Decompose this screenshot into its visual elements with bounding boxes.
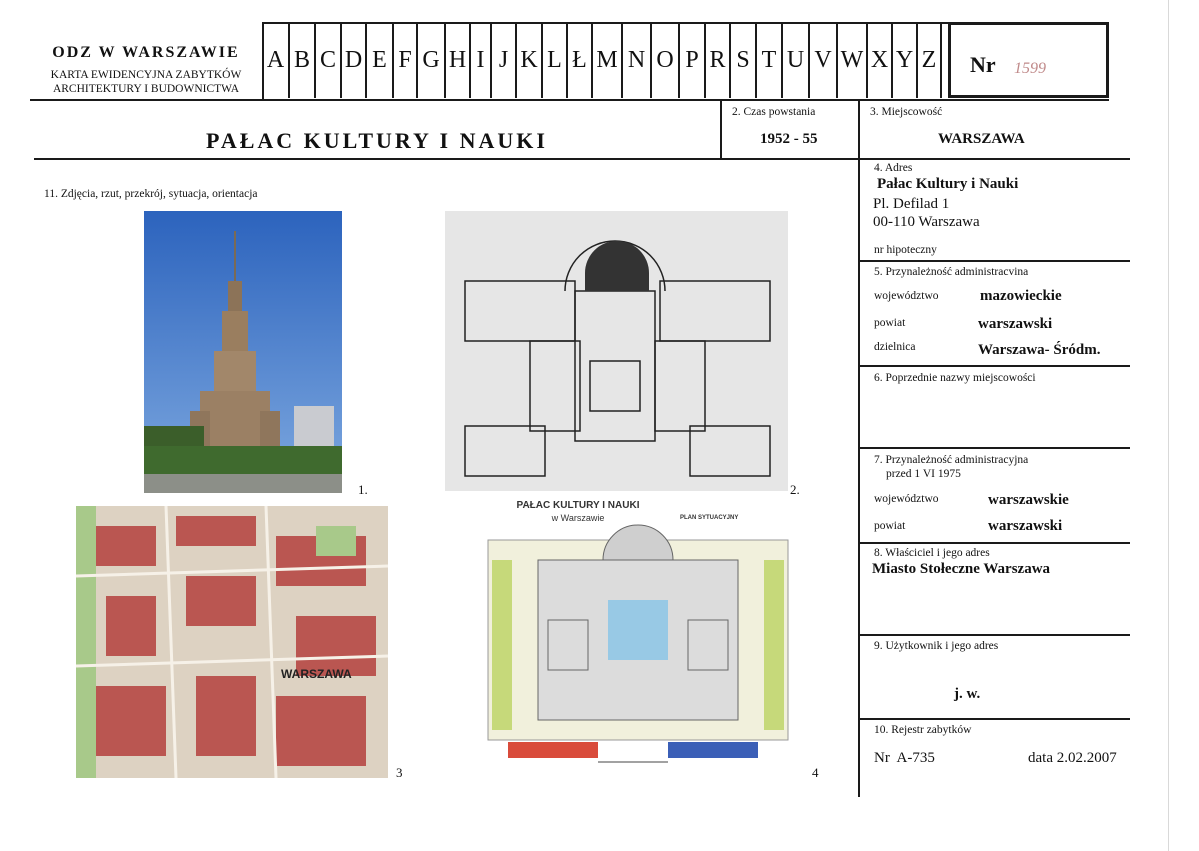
- miejscowosc-label: 3. Miejscowość: [870, 106, 943, 118]
- index-letter: W: [838, 22, 868, 98]
- card-type: [30, 68, 262, 96]
- powiat75-value: warszawski: [988, 518, 1063, 534]
- organization-name: ODZ W WARSZAWIE: [52, 44, 240, 61]
- index-letter: K: [517, 22, 543, 98]
- index-letter: Y: [893, 22, 918, 98]
- wojewodztwo-label: województwo: [874, 290, 939, 302]
- caption-2: 2.: [790, 482, 800, 497]
- index-letter: J: [492, 22, 517, 98]
- powiat75-label: powiat: [874, 520, 906, 532]
- city-map-svg: [76, 506, 388, 778]
- index-letter: D: [342, 22, 367, 98]
- index-letter: C: [316, 22, 342, 98]
- floor-plan: [445, 211, 788, 491]
- poprzednie-label: 6. Poprzednie nazwy miejscowości: [874, 372, 1036, 384]
- index-letter: U: [783, 22, 810, 98]
- map-city-label: WARSZAWA: [281, 667, 352, 681]
- wlasciciel-label: 8. Właściciel i jego adres: [874, 547, 990, 559]
- index-letter: V: [810, 22, 838, 98]
- adres-label: 4. Adres: [874, 162, 913, 174]
- caption-4: 4: [812, 765, 819, 780]
- rejestr-data: data 2.02.2007: [1028, 750, 1117, 766]
- index-letter: T: [757, 22, 783, 98]
- caption-1: 1.: [358, 482, 368, 497]
- site-plan-svg: [478, 500, 796, 770]
- card-type-line-1: KARTA EWIDENCYJNA ZABYTKÓW: [50, 69, 242, 81]
- czas-value: 1952 - 55: [760, 131, 818, 147]
- site-plan-title: PAŁAC KULTURY I NAUKI: [516, 500, 640, 511]
- dzielnica-value: Warszawa- Śródm.: [978, 342, 1101, 358]
- miejscowosc-value: WARSZAWA: [938, 131, 1025, 147]
- caption-3: 3: [396, 765, 403, 780]
- index-letter: X: [868, 22, 893, 98]
- site-plan-tag: PLAN SYTUACYJNY: [680, 515, 739, 521]
- dzielnica-label: dzielnica: [874, 341, 916, 353]
- site-plan: [478, 500, 796, 770]
- index-letter: N: [623, 22, 652, 98]
- number-value: 1599: [1014, 60, 1046, 77]
- card-type-line-2: ARCHITEKTURY I BUDOWNICTWA: [52, 83, 240, 95]
- palace-photo-svg: [144, 211, 342, 493]
- wojewodztwo75-label: województwo: [874, 493, 939, 505]
- zdjecia-label: 11. Zdjęcia, rzut, przekrój, sytuacja, orientacja: [44, 188, 258, 200]
- index-letter: F: [394, 22, 418, 98]
- przynaleznosc75-label: 7. Przynależność administracyjna: [874, 454, 1029, 466]
- index-letter: Ł: [568, 22, 593, 98]
- city-map: [76, 506, 388, 778]
- index-letter: I: [471, 22, 492, 98]
- adres-line-1: Pałac Kultury i Nauki: [877, 176, 1019, 192]
- rejestr-label: 10. Rejestr zabytków: [874, 724, 972, 736]
- adres-line-2: Pl. Defilad 1: [873, 196, 950, 212]
- przynaleznosc-label: 5. Przynależność administracvina: [874, 266, 1029, 278]
- powiat-value: warszawski: [978, 316, 1053, 332]
- index-letter: P: [680, 22, 706, 98]
- czas-label: 2. Czas powstania: [732, 106, 816, 118]
- adres-line-3: 00-110 Warszawa: [873, 214, 980, 230]
- alphabet-index: [263, 22, 942, 98]
- index-letter: G: [418, 22, 446, 98]
- wojewodztwo-value: mazowieckie: [980, 288, 1062, 304]
- index-letter: S: [731, 22, 757, 98]
- index-letter: A: [263, 22, 290, 98]
- index-letter: L: [543, 22, 568, 98]
- index-letter: M: [593, 22, 623, 98]
- palace-photo: [144, 211, 342, 493]
- hipoteczny-label: nr hipoteczny: [874, 244, 937, 256]
- wlasciciel-value: Miasto Stołeczne Warszawa: [872, 561, 1051, 577]
- uzytkownik-label: 9. Użytkownik i jego adres: [874, 640, 999, 652]
- powiat-label: powiat: [874, 317, 906, 329]
- uzytkownik-value: j. w.: [954, 686, 981, 702]
- wojewodztwo75-value: warszawskie: [988, 492, 1069, 508]
- index-letter: O: [652, 22, 680, 98]
- index-letter: E: [367, 22, 394, 98]
- monument-title: PAŁAC KULTURY I NAUKI: [206, 128, 548, 153]
- rejestr-nr: Nr A-735: [874, 750, 935, 766]
- index-letter: H: [446, 22, 471, 98]
- index-letter: R: [706, 22, 731, 98]
- floor-plan-svg: [445, 211, 788, 491]
- przynaleznosc75-date: przed 1 VI 1975: [886, 468, 961, 480]
- page-fold: [1168, 0, 1169, 851]
- number-label: Nr: [970, 52, 996, 77]
- index-letter: B: [290, 22, 316, 98]
- site-plan-subtitle: w Warszawie: [551, 513, 605, 523]
- index-letter: Z: [918, 22, 942, 98]
